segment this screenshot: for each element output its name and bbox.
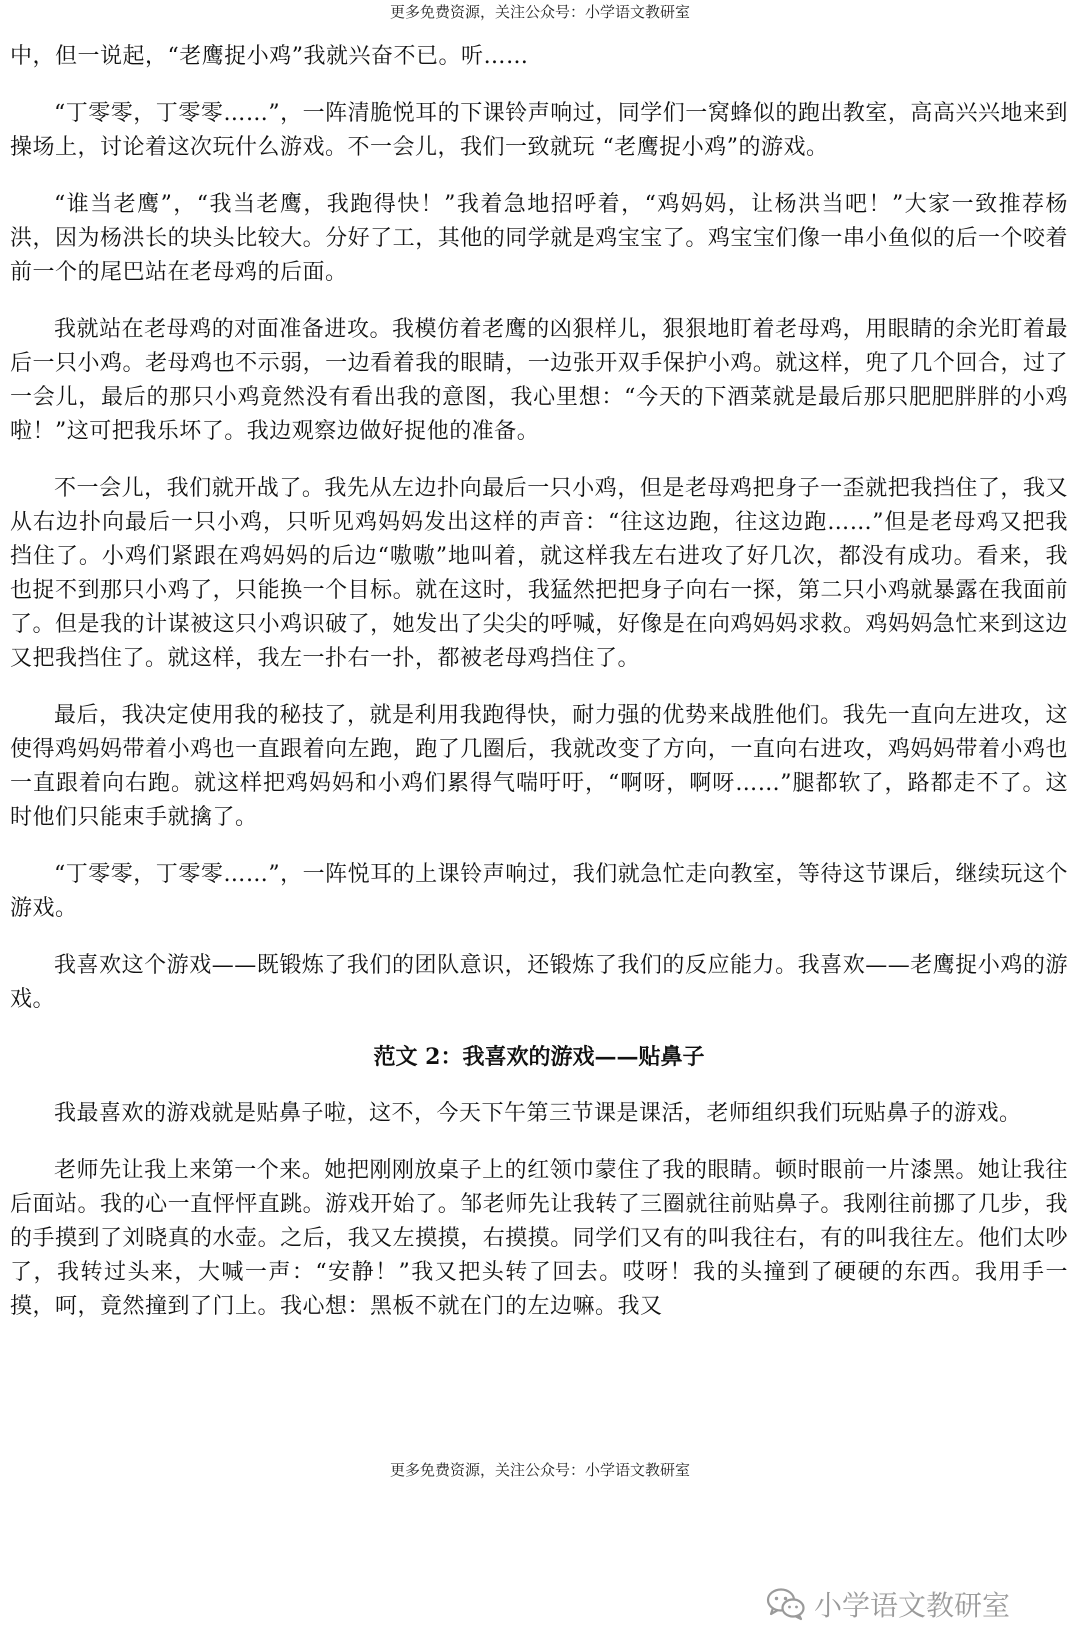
paragraph: 最后，我决定使用我的秘技了，就是利用我跑得快，耐力强的优势来战胜他们。我先一直向左进攻，这使得鸡妈妈带着小鸡也一直跟着向左跑，跑了几圈后，我就改变了方向，一直向右进攻，鸡妈妈带着小鸡也一直跟着向右跑。就这样把鸡妈妈和小鸡们累得气喘吁吁，“啊呀，啊呀……”腿都软了，路都走不了。这时他们只能束手就擒了。 (10, 703, 1068, 830)
document-body (10, 40, 1068, 1347)
watermark (766, 1582, 1010, 1626)
paragraph: 我喜欢这个游戏——既锻炼了我们的团队意识，还锻炼了我们的反应能力。我喜欢——老鹰捉小鸡的游戏。 (10, 953, 1068, 1012)
paragraph: “丁零零，丁零零……”，一阵悦耳的上课铃声响过，我们就急忙走向教室，等待这节课后，继续玩这个游戏。 (10, 862, 1068, 921)
paragraph: 不一会儿，我们就开战了。我先从左边扑向最后一只小鸡，但是老母鸡把身子一歪就把我挡住了，我又从右边扑向最后一只小鸡，只听见鸡妈妈发出这样的声音：“往这边跑，往这边跑……”但是老母鸡又把我挡住了。小鸡们紧跟在鸡妈妈的后边“嗷嗷”地叫着，就这样我左右进攻了好几次，都没有成功。看来，我也捉不到那只小鸡了，只能换一个目标。就在这时，我猛然把把身子向右一探，第二只小鸡就暴露在我面前了。但是我的计谋被这只小鸡识破了，她发出了尖尖的呼喊，好像是在向鸡妈妈求救。鸡妈妈急忙来到这边又把我挡住了。就这样，我左一扑右一扑，都被老母鸡挡住了。 (10, 476, 1068, 671)
page-footer: 更多免费资源，关注公众号：小学语文教研室 (389, 1461, 690, 1479)
paragraph: “谁当老鹰”，“我当老鹰，我跑得快！”我着急地招呼着，“鸡妈妈，让杨洪当吧！”大家一致推荐杨洪，因为杨洪长的块头比较大。分好了工，其他的同学就是鸡宝宝了。鸡宝宝们像一串小鱼似的后一个咬着前一个的尾巴站在老母鸡的后面。 (10, 192, 1068, 285)
paragraph: 我最喜欢的游戏就是贴鼻子啦，这不，今天下午第三节课是课活，老师组织我们玩贴鼻子的游戏。 (54, 1101, 1022, 1126)
page-header: 更多免费资源，关注公众号：小学语文教研室 (389, 3, 690, 21)
wechat-icon (766, 1587, 806, 1621)
paragraph: “丁零零，丁零零……”，一阵清脆悦耳的下课铃声响过，同学们一窝蜂似的跑出教室，高高兴兴地来到操场上，讨论着这次玩什么游戏。不一会儿，我们一致就玩 “老鹰捉小鸡”的游戏。 (10, 101, 1068, 160)
watermark-text: 小学语文教研室 (813, 1589, 1010, 1622)
section-title: 范文 2：我喜欢的游戏——贴鼻子 (373, 1044, 705, 1070)
paragraph: 我就站在老母鸡的对面准备进攻。我模仿着老鹰的凶狠样儿，狠狠地盯着老母鸡，用眼睛的余光盯着最后一只小鸡。老母鸡也不示弱，一边看着我的眼睛，一边张开双手保护小鸡。就这样，兜了几个回合，过了一会儿，最后的那只小鸡竟然没有看出我的意图，我心里想：“今天的下酒菜就是最后那只肥肥胖胖的小鸡啦！”这可把我乐坏了。我边观察边做好捉他的准备。 (10, 317, 1068, 444)
paragraph: 老师先让我上来第一个来。她把刚刚放桌子上的红领巾蒙住了我的眼睛。顿时眼前一片漆黑。她让我往后面站。我的心一直怦怦直跳。游戏开始了。邹老师先让我转了三圈就往前贴鼻子。我刚往前挪了几步，我的手摸到了刘晓真的水壶。之后，我又左摸摸，右摸摸。同学们又有的叫我往右，有的叫我往左。他们太吵了，我转过头来，大喊一声：“安静！”我又把头转了回去。哎呀！我的头撞到了硬硬的东西。我用手一摸，呵，竟然撞到了门上。我心想：黑板不就在门的左边嘛。我又 (10, 1158, 1068, 1319)
paragraph: 中，但一说起，“老鹰捉小鸡”我就兴奋不已。听…… (10, 44, 529, 69)
